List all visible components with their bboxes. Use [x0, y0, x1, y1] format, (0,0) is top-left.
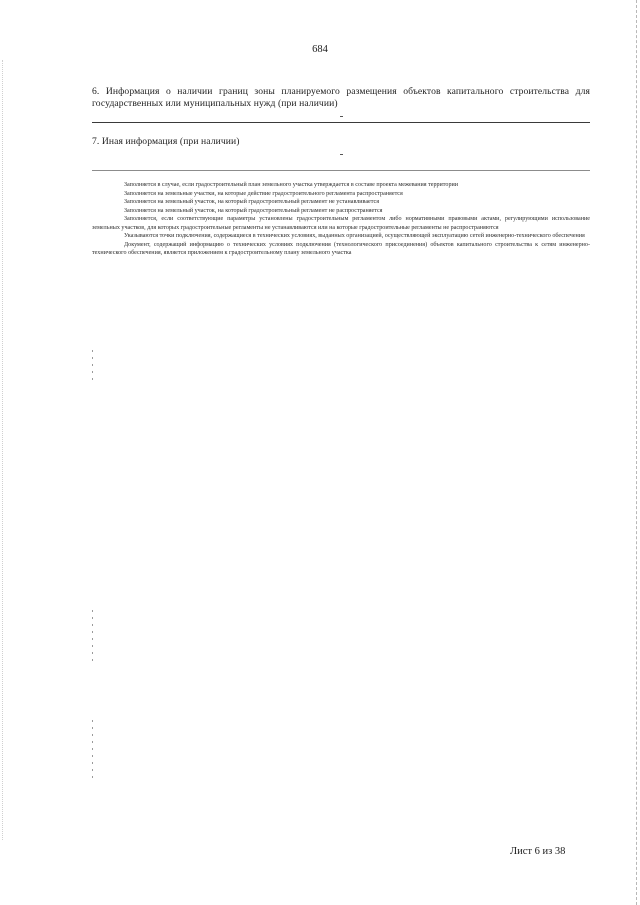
section-7-underline	[92, 170, 590, 171]
page-number: 684	[312, 44, 328, 55]
sheet-footer: Лист 6 из 38	[510, 846, 566, 857]
scan-dots	[92, 610, 94, 666]
footnote: Документ, содержащий информацию о технических условиях подключения (технологического присоединения) объектов капитального строительства к сетям инженерно-технического обеспечения, является приложением к градостроительному плану земельного участка	[92, 241, 590, 257]
scan-edge-left	[2, 60, 3, 840]
scan-edge-right	[636, 0, 637, 905]
footnotes	[92, 181, 590, 258]
footnote: Заполняется на земельный участок, на который градостроительный регламент не устанавливается	[124, 199, 379, 206]
footnote: Указываются точки подключения, содержащиеся в технических условиях, выданных организацией, осуществляющей эксплуатацию сетей инженерно-технического обеспечения	[124, 233, 585, 240]
scan-dots	[92, 350, 94, 385]
footnote: Заполняется, если соответствующие параметры установлены градостроительным регламентом либо нормативными правовыми актами, регулирующими использование земельных участков, для которых градостроительные регламенты не устанавливаются или на которые градостроительные регламенты не распространяются	[92, 216, 590, 231]
scan-mark	[340, 154, 343, 155]
footnote: Заполняется на земельный участок, на который градостроительный регламент не распространяется	[124, 207, 383, 214]
footnote: Заполняется на земельные участки, на которые действие градостроительного регламента распространяется	[124, 190, 403, 197]
section-6-underline	[92, 122, 590, 123]
section-7-text: 7. Иная информация (при наличии)	[92, 136, 240, 147]
footnote: Заполняется в случае, если градостроительный план земельного участка утверждается в составе проекта межевания территории	[124, 182, 459, 188]
scan-dots	[92, 720, 94, 783]
scan-mark	[340, 116, 343, 117]
section-6-text: 6. Информация о наличии границ зоны планируемого размещения объектов капитального строительства для государственных или муниципальных нужд (при наличии)	[92, 86, 590, 109]
